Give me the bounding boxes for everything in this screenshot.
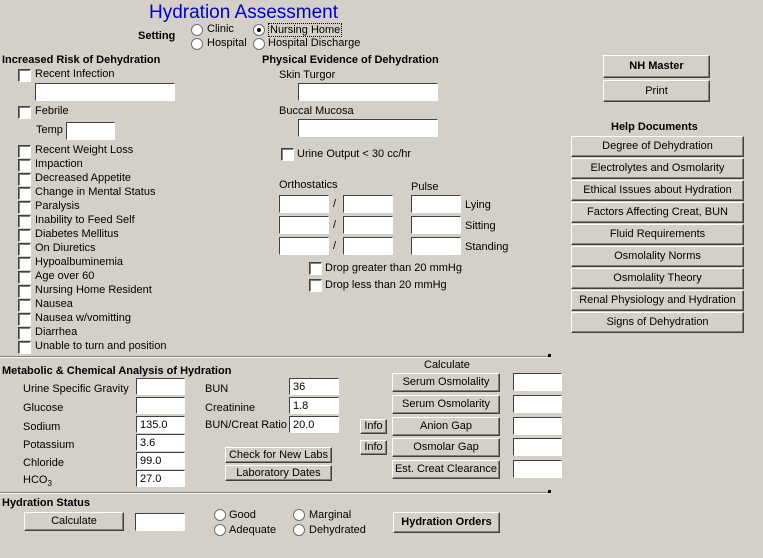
risk-item-label: Nausea w/vomitting — [35, 312, 131, 324]
help-doc-button[interactable]: Electrolytes and Osmolarity — [571, 158, 744, 179]
risk-checkbox[interactable] — [18, 285, 31, 298]
anion-gap-info-button[interactable]: Info — [360, 419, 387, 434]
hco3-input[interactable]: 27.0 — [136, 470, 185, 487]
risk-item-label: Diarrhea — [35, 326, 78, 338]
risk-checkbox[interactable] — [18, 187, 31, 200]
risk-item-label: Paralysis — [35, 200, 80, 212]
setting-hospital-label: Hospital — [207, 37, 247, 49]
position-label: Sitting — [465, 220, 496, 232]
recent-infection-checkbox[interactable] — [18, 69, 31, 82]
urine-output-label: Urine Output < 30 cc/hr — [297, 148, 412, 160]
risk-item-label: Impaction — [35, 158, 83, 170]
risk-item-label: Age over 60 — [35, 270, 95, 282]
calc-result-field[interactable] — [513, 438, 562, 456]
lab-value-input[interactable]: 135.0 — [136, 416, 185, 433]
lab-value-input[interactable] — [136, 378, 185, 395]
risk-checkbox[interactable] — [18, 299, 31, 312]
risk-checkbox[interactable] — [18, 271, 31, 284]
risk-checkbox[interactable] — [18, 173, 31, 186]
status-dehydrated-label: Dehydrated — [309, 524, 366, 536]
setting-label: Setting — [138, 30, 176, 42]
status-marginal-label: Marginal — [309, 509, 352, 521]
hco3-text: HCO — [23, 474, 48, 486]
bun-input[interactable]: 36 — [289, 378, 339, 395]
risk-heading: Increased Risk of Dehydration — [2, 54, 161, 66]
help-doc-button[interactable]: Fluid Requirements — [571, 224, 744, 245]
help-doc-button[interactable]: Osmolality Theory — [571, 268, 744, 289]
risk-item-label: Hypoalbuminemia — [35, 256, 124, 268]
lab-value-input[interactable] — [136, 397, 185, 414]
drop-less-label: Drop less than 20 mmHg — [325, 279, 447, 291]
risk-checkbox[interactable] — [18, 257, 31, 270]
hydration-orders-button[interactable]: Hydration Orders — [393, 512, 500, 533]
risk-item-label: On Diuretics — [35, 242, 96, 254]
systolic-input[interactable] — [279, 237, 329, 255]
page-title: Hydration Assessment — [149, 2, 339, 23]
calc-result-field[interactable] — [513, 373, 562, 391]
laboratory-dates-button[interactable]: Laboratory Dates — [225, 465, 332, 481]
nh-master-button[interactable]: NH Master — [603, 55, 710, 78]
help-doc-button[interactable]: Renal Physiology and Hydration — [571, 290, 744, 311]
status-adequate-radio[interactable] — [214, 524, 226, 536]
skin-turgor-label: Skin Turgor — [279, 69, 336, 81]
febrile-checkbox[interactable] — [18, 106, 31, 119]
urine-output-checkbox[interactable] — [281, 148, 294, 161]
hydration-status-heading: Hydration Status — [2, 497, 91, 509]
recent-infection-input[interactable] — [35, 83, 175, 101]
creatinine-input[interactable]: 1.8 — [289, 397, 339, 414]
risk-item-label: Unable to turn and position — [35, 340, 167, 352]
temp-label: Temp — [36, 124, 63, 136]
setting-hospital-radio[interactable] — [191, 38, 203, 50]
status-adequate-label: Adequate — [229, 524, 277, 536]
drop-less-checkbox[interactable] — [309, 279, 322, 292]
metabolic-heading: Metabolic & Chemical Analysis of Hydration — [2, 365, 232, 377]
status-dehydrated-radio[interactable] — [293, 524, 305, 536]
pulse-input[interactable] — [411, 195, 461, 213]
bun-creat-ratio-input[interactable]: 20.0 — [289, 416, 339, 433]
temp-input[interactable] — [66, 122, 115, 140]
recent-infection-label: Recent Infection — [35, 68, 115, 80]
risk-checkbox[interactable] — [18, 229, 31, 242]
risk-item-label: Inability to Feed Self — [35, 214, 135, 226]
lab-label: Potassium — [23, 439, 75, 451]
calc-button[interactable]: Osmolar Gap — [392, 438, 500, 457]
calc-result-field[interactable] — [513, 460, 562, 478]
buccal-mucosa-input[interactable] — [298, 119, 438, 137]
pulse-input[interactable] — [411, 216, 461, 234]
help-doc-button[interactable]: Signs of Dehydration — [571, 312, 744, 333]
check-new-labs-button[interactable]: Check for New Labs — [225, 447, 332, 463]
status-good-label: Good — [229, 509, 256, 521]
pulse-input[interactable] — [411, 237, 461, 255]
diastolic-input[interactable] — [343, 216, 393, 234]
help-doc-button[interactable]: Degree of Dehydration — [571, 136, 744, 157]
lab-label: Glucose — [23, 402, 64, 414]
risk-checkbox[interactable] — [18, 145, 31, 158]
creatinine-label: Creatinine — [205, 402, 256, 414]
risk-checkbox[interactable] — [18, 201, 31, 214]
setting-clinic-radio[interactable] — [191, 24, 203, 36]
calc-button[interactable]: Anion Gap — [392, 417, 500, 436]
febrile-label: Febrile — [35, 105, 69, 117]
setting-clinic-label: Clinic — [207, 23, 234, 35]
setting-nursing-home-label: Nursing Home — [270, 24, 341, 36]
calc-result-field[interactable] — [513, 417, 562, 435]
hco3-subscript: 3 — [47, 479, 52, 489]
risk-checkbox[interactable] — [18, 243, 31, 256]
buccal-mucosa-label: Buccal Mucosa — [279, 105, 354, 117]
systolic-input[interactable] — [279, 216, 329, 234]
status-good-radio[interactable] — [214, 509, 226, 521]
bun-label: BUN — [205, 383, 229, 395]
lab-label: Sodium — [23, 421, 61, 433]
risk-checkbox[interactable] — [18, 215, 31, 228]
orthostatics-label: Orthostatics — [279, 179, 338, 191]
hco3-label — [23, 474, 52, 488]
bp-slash: / — [333, 198, 337, 210]
physical-heading: Physical Evidence of Dehydration — [262, 54, 439, 66]
setting-hospital-discharge-label: Hospital Discharge — [268, 37, 361, 49]
risk-item-label: Diabetes Mellitus — [35, 228, 119, 240]
osmolar-gap-info-button[interactable]: Info — [360, 440, 387, 455]
risk-checkbox[interactable] — [18, 313, 31, 326]
systolic-input[interactable] — [279, 195, 329, 213]
lab-label: Urine Specific Gravity — [23, 383, 129, 395]
risk-item-label: Nursing Home Resident — [35, 284, 152, 296]
status-marginal-radio[interactable] — [293, 509, 305, 521]
calc-button[interactable]: Serum Osmolality — [392, 373, 500, 392]
help-documents-heading: Help Documents — [611, 121, 698, 133]
help-doc-button[interactable]: Osmolality Norms — [571, 246, 744, 267]
skin-turgor-input[interactable] — [298, 83, 438, 101]
drop-greater-label: Drop greater than 20 mmHg — [325, 262, 462, 274]
diastolic-input[interactable] — [343, 195, 393, 213]
calc-button[interactable]: Est. Creat Clearance — [392, 460, 500, 479]
risk-item-label: Change in Mental Status — [35, 186, 156, 198]
risk-checkbox[interactable] — [18, 327, 31, 340]
bp-slash: / — [333, 240, 337, 252]
calc-result-field[interactable] — [513, 395, 562, 413]
calc-button[interactable]: Serum Osmolarity — [392, 395, 500, 414]
risk-checkbox[interactable] — [18, 159, 31, 172]
status-calculate-button[interactable]: Calculate — [24, 512, 124, 531]
risk-checkbox[interactable] — [18, 341, 31, 354]
position-label: Lying — [465, 199, 491, 211]
section-divider-bottom — [0, 492, 548, 494]
position-label: Standing — [465, 241, 509, 253]
help-doc-button[interactable]: Ethical Issues about Hydration — [571, 180, 744, 201]
lab-label: Chloride — [23, 457, 64, 469]
help-doc-button[interactable]: Factors Affecting Creat, BUN — [571, 202, 744, 223]
pulse-label: Pulse — [411, 181, 439, 193]
risk-item-label: Recent Weight Loss — [35, 144, 134, 156]
drop-greater-checkbox[interactable] — [309, 262, 322, 275]
risk-item-label: Decreased Appetite — [35, 172, 132, 184]
print-button[interactable]: Print — [603, 80, 710, 102]
status-result-field[interactable] — [135, 513, 185, 531]
bp-slash: / — [333, 219, 337, 231]
bun-creat-ratio-label: BUN/Creat Ratio — [205, 419, 287, 431]
diastolic-input[interactable] — [343, 237, 393, 255]
calculate-heading: Calculate — [424, 359, 470, 371]
lab-value-input[interactable]: 99.0 — [136, 452, 185, 469]
lab-value-input[interactable]: 3.6 — [136, 434, 185, 451]
section-divider-top — [0, 356, 548, 358]
setting-nursing-home-radio[interactable] — [253, 24, 265, 36]
risk-item-label: Nausea — [35, 298, 73, 310]
setting-hospital-discharge-radio[interactable] — [253, 38, 265, 50]
